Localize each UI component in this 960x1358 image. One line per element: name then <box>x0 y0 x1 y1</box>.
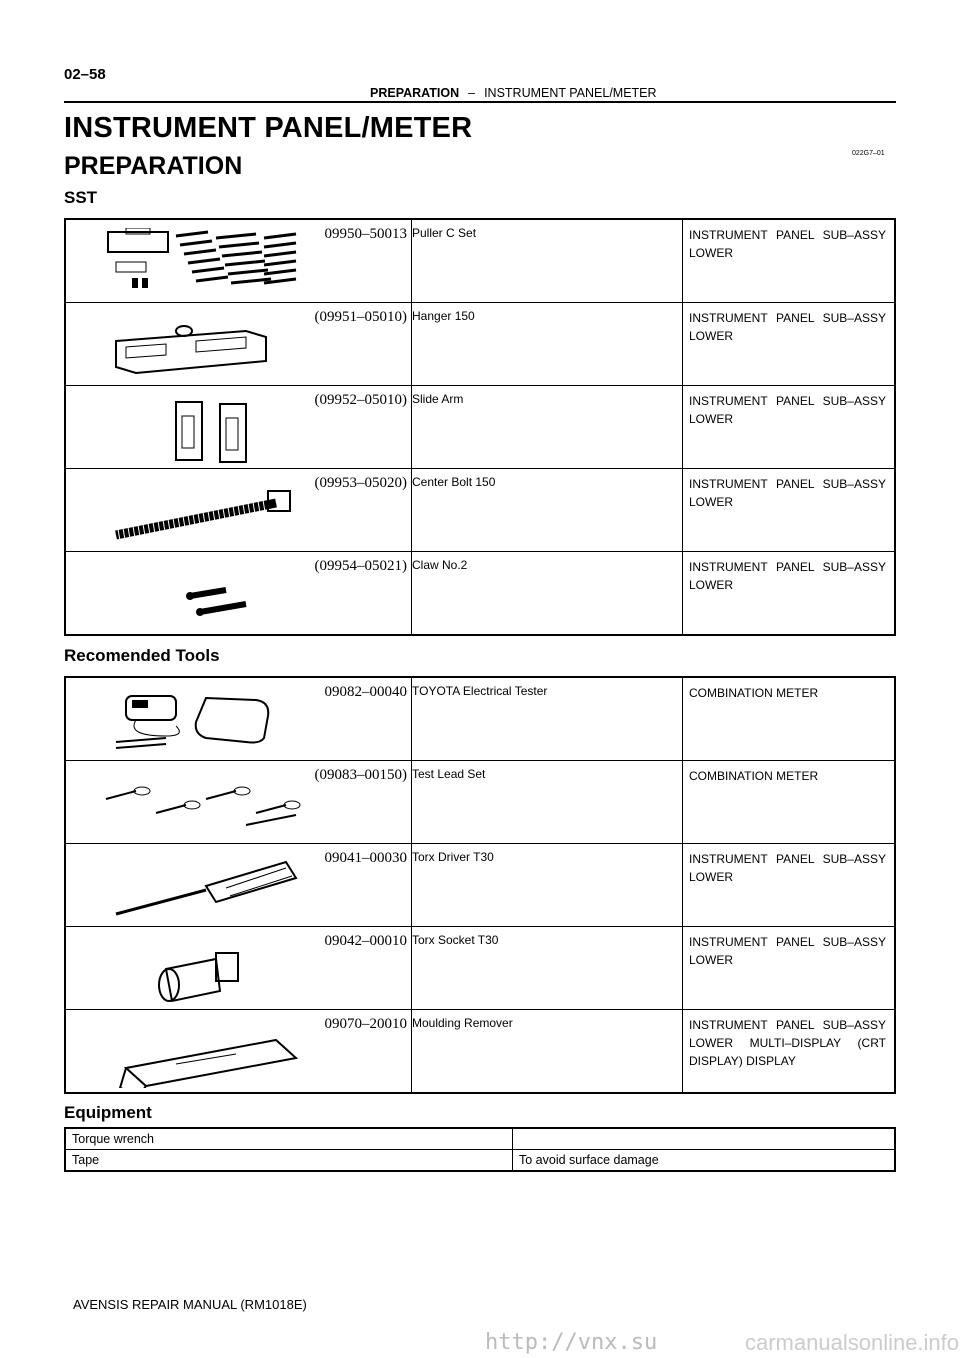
recommended-heading: Recomended Tools <box>64 646 220 665</box>
equipment-note <box>513 1128 896 1150</box>
tool-usage: COMBINATION METER <box>683 677 896 761</box>
running-header-subject: INSTRUMENT PANEL/METER <box>484 86 657 100</box>
tool-usage: INSTRUMENT PANEL SUB–ASSY LOWER <box>683 469 896 552</box>
table-row <box>65 761 895 844</box>
tool-usage: INSTRUMENT PANEL SUB–ASSY LOWER <box>683 844 896 927</box>
part-number: (09952–05010) <box>314 392 407 408</box>
tool-image-cell <box>65 761 412 844</box>
equipment-table <box>64 1127 896 1172</box>
tool-name: Hanger 150 <box>412 303 683 386</box>
tool-usage: INSTRUMENT PANEL SUB–ASSY LOWER <box>683 386 896 469</box>
part-number: 09041–00030 <box>324 850 407 866</box>
tool-name: Center Bolt 150 <box>412 469 683 552</box>
part-number: (09954–05021) <box>314 558 407 574</box>
table-row <box>65 677 895 761</box>
tool-name: Claw No.2 <box>412 552 683 636</box>
tool-image-cell <box>65 927 412 1010</box>
sst-heading: SST <box>64 188 98 207</box>
tool-image-cell <box>65 219 412 303</box>
slide-arm-icon <box>96 394 306 464</box>
claw-icon <box>96 560 306 630</box>
footer: AVENSIS REPAIR MANUAL (RM1018E) <box>73 1297 307 1312</box>
electrical-tester-icon <box>96 686 306 756</box>
part-number: (09083–00150) <box>314 767 407 783</box>
tool-name: Torx Socket T30 <box>412 927 683 1010</box>
part-number: 09042–00010 <box>324 933 407 949</box>
table-row <box>65 1128 895 1150</box>
equipment-item: Torque wrench <box>65 1128 513 1150</box>
page-subtitle: PREPARATION <box>64 152 243 180</box>
table-row <box>65 386 895 469</box>
tool-usage: INSTRUMENT PANEL SUB–ASSY LOWER <box>683 219 896 303</box>
part-number: 09082–00040 <box>324 684 407 700</box>
tool-usage: INSTRUMENT PANEL SUB–ASSY LOWER <box>683 552 896 636</box>
page-title: INSTRUMENT PANEL/METER <box>64 112 473 144</box>
puller-set-icon <box>96 228 306 298</box>
table-row <box>65 844 895 927</box>
table-row <box>65 927 895 1010</box>
sst-table <box>64 218 896 636</box>
part-number: (09953–05020) <box>314 475 407 491</box>
table-row <box>65 469 895 552</box>
watermark-site[interactable]: carmanualsonline.info <box>745 1330 960 1355</box>
equipment-note: To avoid surface damage <box>513 1150 896 1172</box>
table-row <box>65 303 895 386</box>
part-number: 09070–20010 <box>324 1016 407 1032</box>
header-rule <box>64 101 896 103</box>
tool-name: Puller C Set <box>412 219 683 303</box>
running-header-separator: – <box>468 86 476 100</box>
torx-socket-icon <box>96 935 306 1005</box>
moulding-remover-icon <box>96 1018 306 1088</box>
tool-usage: COMBINATION METER <box>683 761 896 844</box>
torx-driver-icon <box>96 852 306 922</box>
tool-image-cell <box>65 844 412 927</box>
tool-usage: INSTRUMENT PANEL SUB–ASSY LOWER <box>683 927 896 1010</box>
tool-image-cell <box>65 1010 412 1094</box>
tool-name: Torx Driver T30 <box>412 844 683 927</box>
tool-name: Slide Arm <box>412 386 683 469</box>
figure-code: 022G7–01 <box>852 150 885 157</box>
tool-image-cell <box>65 677 412 761</box>
part-number: 09950–50013 <box>324 226 407 242</box>
tool-name: Moulding Remover <box>412 1010 683 1094</box>
tool-image-cell <box>65 469 412 552</box>
table-row <box>65 219 895 303</box>
table-row <box>65 1010 895 1094</box>
running-header <box>370 86 657 100</box>
equipment-heading: Equipment <box>64 1103 152 1122</box>
tool-name: Test Lead Set <box>412 761 683 844</box>
tool-name: TOYOTA Electrical Tester <box>412 677 683 761</box>
test-lead-icon <box>96 769 306 839</box>
center-bolt-icon <box>96 477 306 547</box>
page-number: 02–58 <box>64 66 106 83</box>
table-row <box>65 1150 895 1172</box>
hanger-icon <box>96 311 306 381</box>
watermark-url[interactable]: http://vnx.su <box>485 1330 658 1355</box>
tool-image-cell <box>65 386 412 469</box>
equipment-item: Tape <box>65 1150 513 1172</box>
running-header-section: PREPARATION <box>370 86 460 100</box>
part-number: (09951–05010) <box>314 309 407 325</box>
tool-usage: INSTRUMENT PANEL SUB–ASSY LOWER <box>683 303 896 386</box>
recommended-table <box>64 676 896 1094</box>
tool-image-cell <box>65 303 412 386</box>
table-row <box>65 552 895 636</box>
tool-image-cell <box>65 552 412 636</box>
tool-usage: INSTRUMENT PANEL SUB–ASSY LOWER MULTI–DISPLAY (CRT DISPLAY) DISPLAY <box>683 1010 896 1094</box>
